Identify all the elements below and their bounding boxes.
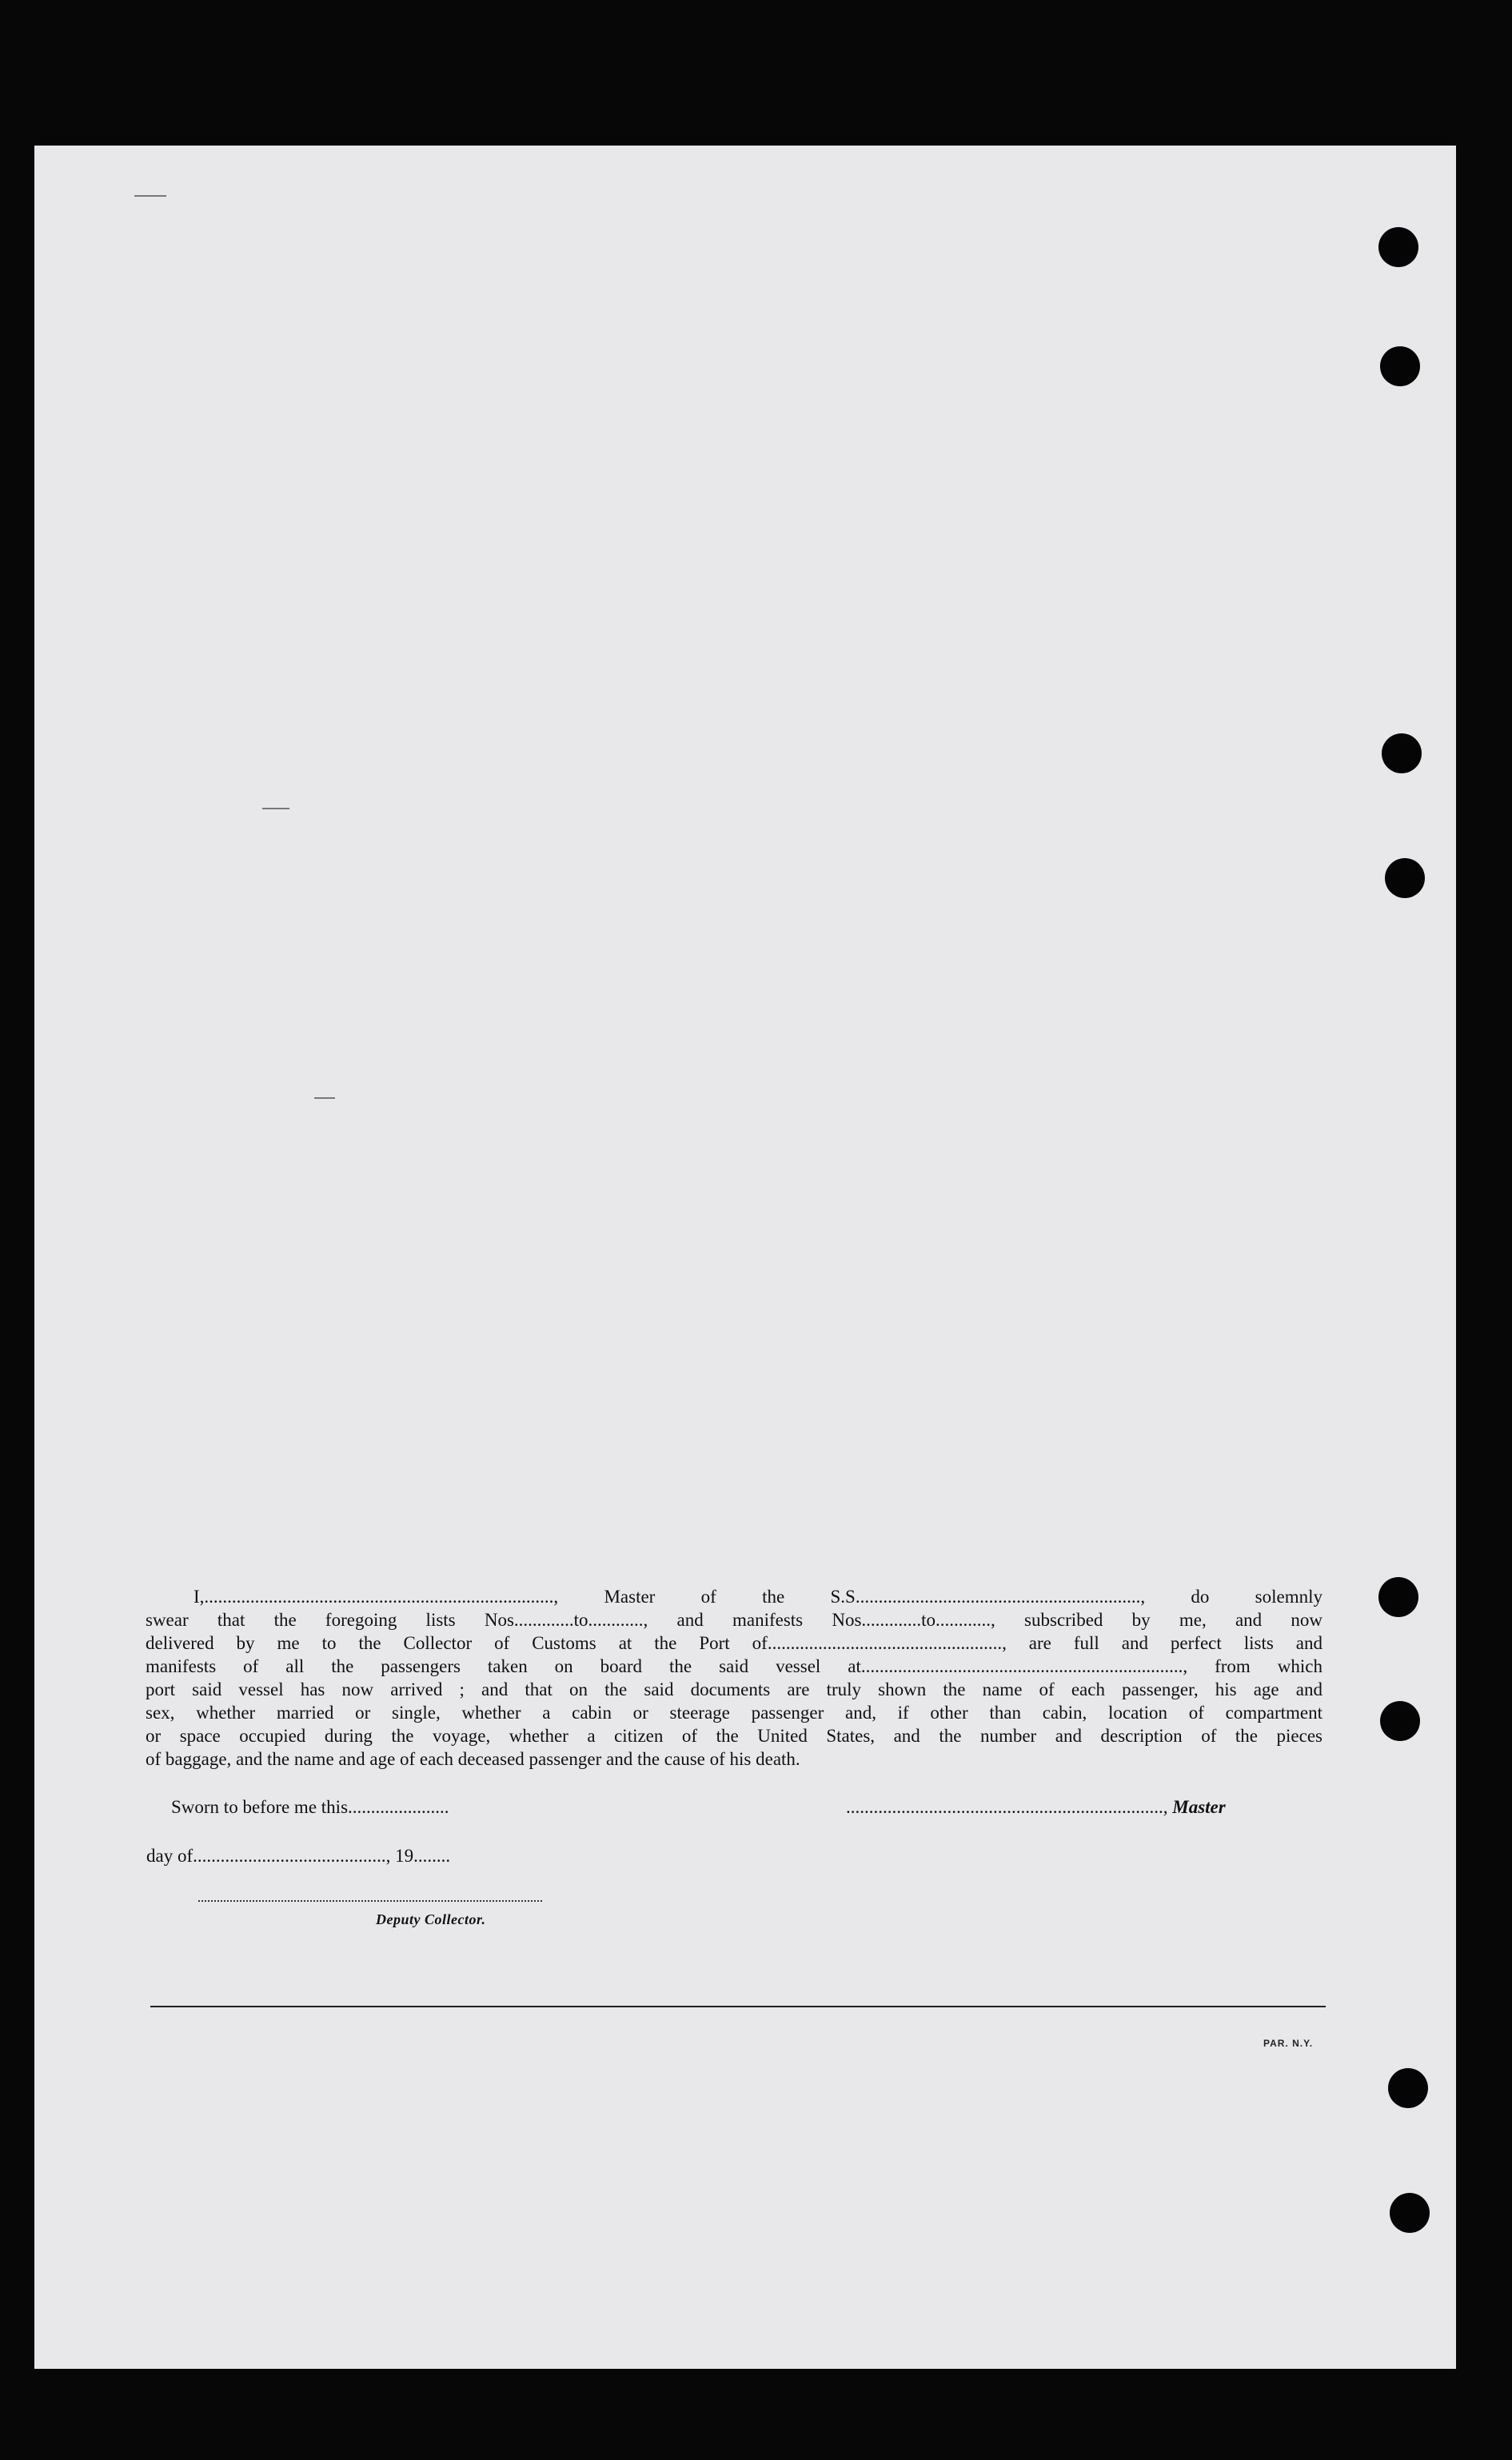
paper-speck bbox=[262, 808, 289, 809]
oath-line: or space occupied during the voyage, whether a citizen of the United States, and the number and description of the pieces bbox=[146, 1726, 1323, 1746]
binder-hole bbox=[1378, 1577, 1418, 1617]
deputy-collector-label: Deputy Collector. bbox=[376, 1911, 486, 1927]
manifest-page bbox=[34, 146, 1456, 2369]
oath-line: swear that the foregoing lists Nos.............to............, and manifests Nos.............to............, subscribed by me, and now bbox=[146, 1610, 1323, 1630]
binder-hole bbox=[1385, 858, 1425, 898]
oath-line: sex, whether married or single, whether a cabin or steerage passenger and, if other than cabin, location of compartment bbox=[146, 1703, 1323, 1723]
binder-hole bbox=[1380, 346, 1420, 386]
master-oath bbox=[146, 1585, 1323, 1771]
paper-speck bbox=[134, 195, 166, 197]
binder-hole bbox=[1380, 1701, 1420, 1741]
day-of-line: day of.........................................., 19........ bbox=[146, 1846, 451, 1866]
oath-line: manifests of all the passengers taken on board the said vessel at......................................................................, from which bbox=[146, 1656, 1323, 1676]
binder-hole bbox=[1378, 227, 1418, 267]
printer-mark: PAR. N.Y. bbox=[1263, 2038, 1314, 2049]
master-signature-dots: ....................................................................., bbox=[846, 1797, 1168, 1817]
deputy-signature-line bbox=[198, 1900, 542, 1902]
oath-line: delivered by me to the Collector of Customs at the Port of..................................................., are full and perfect lists and bbox=[146, 1633, 1323, 1653]
footer-rule bbox=[150, 2006, 1326, 2007]
master-signature-line bbox=[846, 1797, 1226, 1818]
sworn-line: Sworn to before me this...................... bbox=[171, 1797, 449, 1817]
binder-hole bbox=[1388, 2068, 1428, 2108]
binder-hole bbox=[1390, 2193, 1430, 2233]
oath-line: of baggage, and the name and age of each deceased passenger and the cause of his death. bbox=[146, 1749, 800, 1769]
master-label: Master bbox=[1172, 1797, 1226, 1817]
paper-speck bbox=[314, 1097, 335, 1099]
oath-line: I,............................................................................, Master of the S.S.............................................................., do solemnly bbox=[193, 1587, 1323, 1607]
binder-hole bbox=[1382, 733, 1422, 773]
oath-line: port said vessel has now arrived ; and that on the said documents are truly shown the name of each passenger, his age and bbox=[146, 1679, 1323, 1699]
